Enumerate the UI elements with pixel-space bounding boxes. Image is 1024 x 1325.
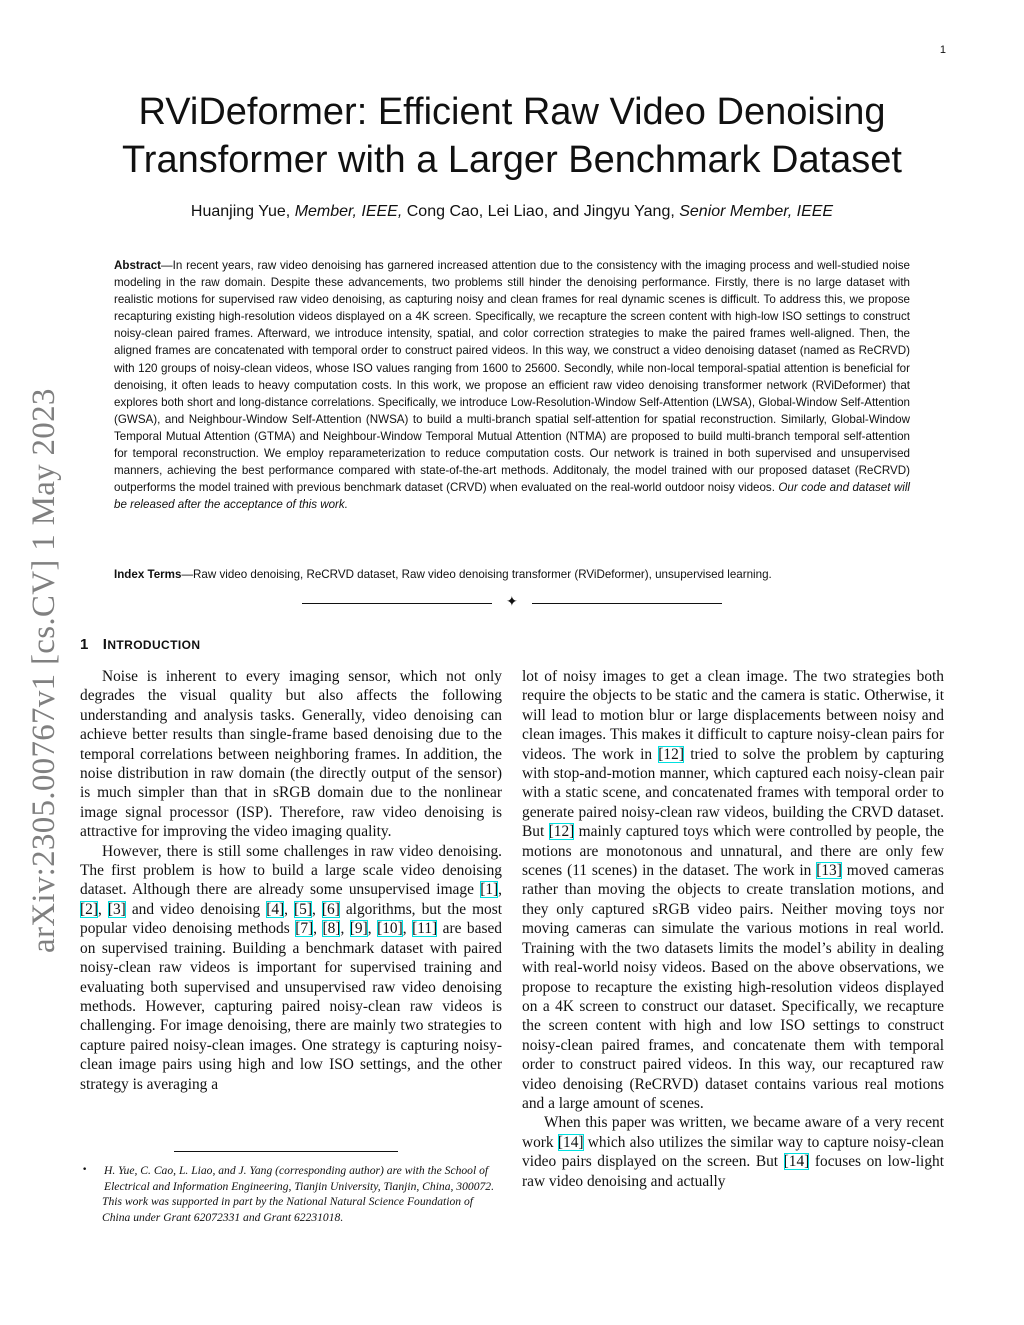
text-run: , bbox=[284, 900, 295, 918]
citation-link-11[interactable]: [11] bbox=[412, 920, 438, 938]
left-column bbox=[80, 667, 502, 1094]
citation-link-12[interactable]: [12] bbox=[658, 745, 684, 763]
abstract-italic-tail: Our code and dataset will be released after the acceptance of this work. bbox=[114, 481, 910, 512]
text-run: , bbox=[367, 920, 378, 938]
citation-link-9[interactable]: [9] bbox=[349, 920, 368, 938]
text-run: , bbox=[498, 881, 502, 899]
divider-line-left bbox=[302, 603, 492, 604]
citation-link-2[interactable]: [2] bbox=[80, 900, 98, 918]
bullet-icon: • bbox=[82, 1165, 88, 1175]
section-title-rest: NTRODUCTION bbox=[107, 638, 201, 652]
abstract-label: Abstract bbox=[114, 259, 162, 272]
title-line-1: RViDeformer: Efficient Raw Video Denoising bbox=[138, 91, 886, 133]
section-number: 1 bbox=[80, 636, 89, 653]
citation-link-12[interactable]: [12] bbox=[548, 823, 575, 841]
text-run: algorithms, but the most popular video denoising methods bbox=[80, 900, 503, 938]
citation-link-5[interactable]: [5] bbox=[294, 900, 312, 918]
section-title-initial: I bbox=[102, 636, 108, 653]
abstract-body: In recent years, raw video denoising has garnered increased attention due to the consistency with the imaging process and well-studied noise modeling in the raw domain. Despite these advancements, two problems still hinder the denoising performance. Firstly, there is no large dataset with realistic motions for supervised raw video denoising, as capturing noisy and clean frames for real dynamic scenes is difficult. To address this, we propose recapturing existing high-resolution videos displayed on a 4K screen. Specifically, we recapture the screen content with high-low ISO settings to construct noisy-clean paired frames. Afterward, we introduce intensity, spatial, and color correction strategies to make the paired frames well-aligned. Then, the aligned frames are concatenated with temporal order to construct paired videos. In this way, we construct a video denoising dataset (named as ReCRVD) with 120 groups of noisy-clean videos, whose ISO values ranging from 1600 to 25600. Secondly, while non-local temporal-spatial attention is beneficial for denoising, it often leads to heavy computation costs. In this work, we propose an efficient raw video denoising transformer network (RViDeformer) that explores both short and long-distance correlations. Specifically, we introduce Low-Resolution-Window Self-Attention (LWSA), Global-Window Self-Attention (GWSA), and Neighbour-Window Self-Attention (NWSA) to build a multi-branch spatial self-attention for spatial reconstruction. Similarly, Global-Window Temporal Mutual Attention (GTMA) and Neighbour-Window Temporal Mutual Attention (NTMA) are proposed to build multi-branch temporal self-attention for temporal reconstruction. We employ reparameterization to reduce computation costs. Our network is trained in both supervised and unsupervised manners, achieving the best performance compared with state-of-the-art methods. Additonaly, the model trained with our proposed dataset (ReCRVD) outperforms the model trained with previous benchmark dataset (CRVD) when evaluated on the real-world outdoor noisy videos. bbox=[114, 259, 910, 495]
divider-diamond-icon: ✦ bbox=[506, 594, 518, 610]
index-terms bbox=[114, 568, 910, 581]
text-run: , bbox=[311, 900, 322, 918]
citation-link-13[interactable]: [13] bbox=[816, 862, 842, 880]
text-run: , bbox=[340, 920, 350, 938]
citation-link-8[interactable]: [8] bbox=[322, 920, 341, 938]
intro-paragraph-3 bbox=[522, 1113, 944, 1191]
section-divider bbox=[302, 594, 722, 610]
text-run: focuses on low-light raw video denoising and actually bbox=[522, 1153, 944, 1190]
arxiv-stamp: arXiv:2305.00767v1 [cs.CV] 1 May 2023 bbox=[26, 388, 62, 953]
citation-link-10[interactable]: [10] bbox=[377, 920, 403, 938]
right-column bbox=[522, 667, 944, 1191]
index-terms-label: Index Terms bbox=[114, 568, 182, 581]
divider-line-right bbox=[532, 603, 722, 604]
footnote-rule bbox=[174, 1151, 398, 1152]
section-heading-introduction bbox=[80, 636, 200, 653]
text-run: are based on supervised training. Building a benchmark dataset with paired noisy-clean raw videos is important for supervised training and evaluating both supervised and unsupervised raw video denoising methods. However, capturing paired noisy-clean raw videos is challenging. For image denoising, there are mainly two strategies to capture paired noisy-clean images. One strategy is capturing noisy-clean image pairs using high and low ISO settings, and the other strategy is averaging a bbox=[80, 920, 502, 1093]
authors-part-2: Cong Cao, Lei Liao, and Jingyu Yang, bbox=[402, 203, 680, 220]
intro-paragraph-1: Noise is inherent to every imaging sensor, which not only degrades the visual quality but also affects the following understanding and analysis tasks. Generally, video denoising can achieve better results than single-frame based denoising due to the temporal correlations between neighboring frames. In addition, the noise distribution in raw domain (the directly output of the sensor) is much simpler than that in sRGB domain due to the nonlinear image signal processor (ISP). Therefore, raw video denoising is attractive for improving the video imaging quality. bbox=[80, 668, 502, 841]
authors-role-1: Member, IEEE, bbox=[294, 203, 403, 220]
title-line-2: Transformer with a Larger Benchmark Dataset bbox=[121, 139, 902, 181]
text-run: mainly captured toys which were controlled by people, the motions are monotonous and unnatural, and there are only few scenes (11 scenes) in the dataset. The work in bbox=[522, 823, 944, 880]
citation-link-3[interactable]: [3] bbox=[107, 900, 126, 918]
abstract-dash: — bbox=[161, 259, 173, 272]
author-list bbox=[80, 203, 944, 221]
authors-role-2: Senior Member, IEEE bbox=[679, 203, 834, 220]
paper-title bbox=[80, 88, 944, 184]
citation-link-6[interactable]: [6] bbox=[321, 900, 340, 918]
text-run: When this paper was written, we became aware of a very recent work bbox=[522, 1114, 944, 1151]
text-run: lot of noisy images to get a clean image. The two strategies both require the objects to be static and the camera is static. Otherwise, it will lead to motion blur or large displacements between noisy and clean images. This makes it difficult to capture noisy-clean pairs for videos. The work in bbox=[522, 668, 944, 763]
text-run: However, there is still some challenges in raw video denoising. The first problem is how to build a large scale video denoising dataset. Although there are already some unsupervised image bbox=[80, 842, 502, 899]
intro-paragraph-2-continued bbox=[522, 667, 944, 1113]
page-number: 1 bbox=[939, 44, 946, 56]
text-run: tried to solve the problem by capturing with stop-and-motion manner, which captured each noisy-clean pair with a static scene, and concatenated frames with temporal order to generate paired noisy-clean raw videos, building the CRVD dataset. But bbox=[522, 745, 944, 841]
text-run: , bbox=[97, 900, 108, 918]
footnote-affiliation bbox=[80, 1163, 502, 1194]
index-terms-dash: — bbox=[181, 568, 194, 581]
citation-link-7[interactable]: [7] bbox=[295, 920, 314, 938]
abstract bbox=[114, 257, 910, 513]
citation-link-14[interactable]: [14] bbox=[783, 1153, 810, 1171]
authors-part-1: Huanjing Yue, bbox=[190, 203, 295, 220]
index-terms-body: Raw video denoising, ReCRVD dataset, Raw video denoising transformer (RViDeformer), unsupervised learning. bbox=[193, 568, 772, 581]
text-run: moved cameras rather than moving the objects to create translation motions, and they only captured sRGB video pairs. Neither moving toys nor moving cameras can simulate the various motions in real world. Training with the two datasets limits the model’s ability in dealing with real-world noisy videos. Based on the above observations, we propose to recapture the existing high-resolution videos displayed on a 4K screen to construct our dataset. Specifically, we recapture the screen content with high and low ISO settings to construct noisy-clean paired frames, and concatenate them with temporal order to construct paired videos. In this way, our recaptured raw video denoising (ReCRVD) dataset contains various real motions and a large amount of scenes. bbox=[522, 862, 944, 1112]
citation-link-1[interactable]: [1] bbox=[480, 881, 499, 899]
text-run: , bbox=[313, 920, 323, 938]
intro-paragraph-2 bbox=[80, 842, 502, 1094]
citation-link-14[interactable]: [14] bbox=[557, 1133, 584, 1151]
text-run: , bbox=[402, 920, 413, 938]
footnote-funding-text: This work was supported in part by the National Natural Science Foundation of China under Grant 62072331 and Grant 62231018. bbox=[102, 1195, 473, 1224]
footnote-affiliation-text: H. Yue, C. Cao, L. Liao, and J. Yang (corresponding author) are with the School of Electrical and Information Engineering, Tianjin University, Tianjin, China, 300072. bbox=[104, 1164, 494, 1193]
text-run: which also utilizes the similar way to capture noisy-clean video pairs displayed on the screen. But bbox=[522, 1133, 945, 1171]
footnote bbox=[80, 1163, 502, 1225]
text-run: and video denoising bbox=[125, 900, 267, 918]
citation-link-4[interactable]: [4] bbox=[266, 900, 285, 918]
